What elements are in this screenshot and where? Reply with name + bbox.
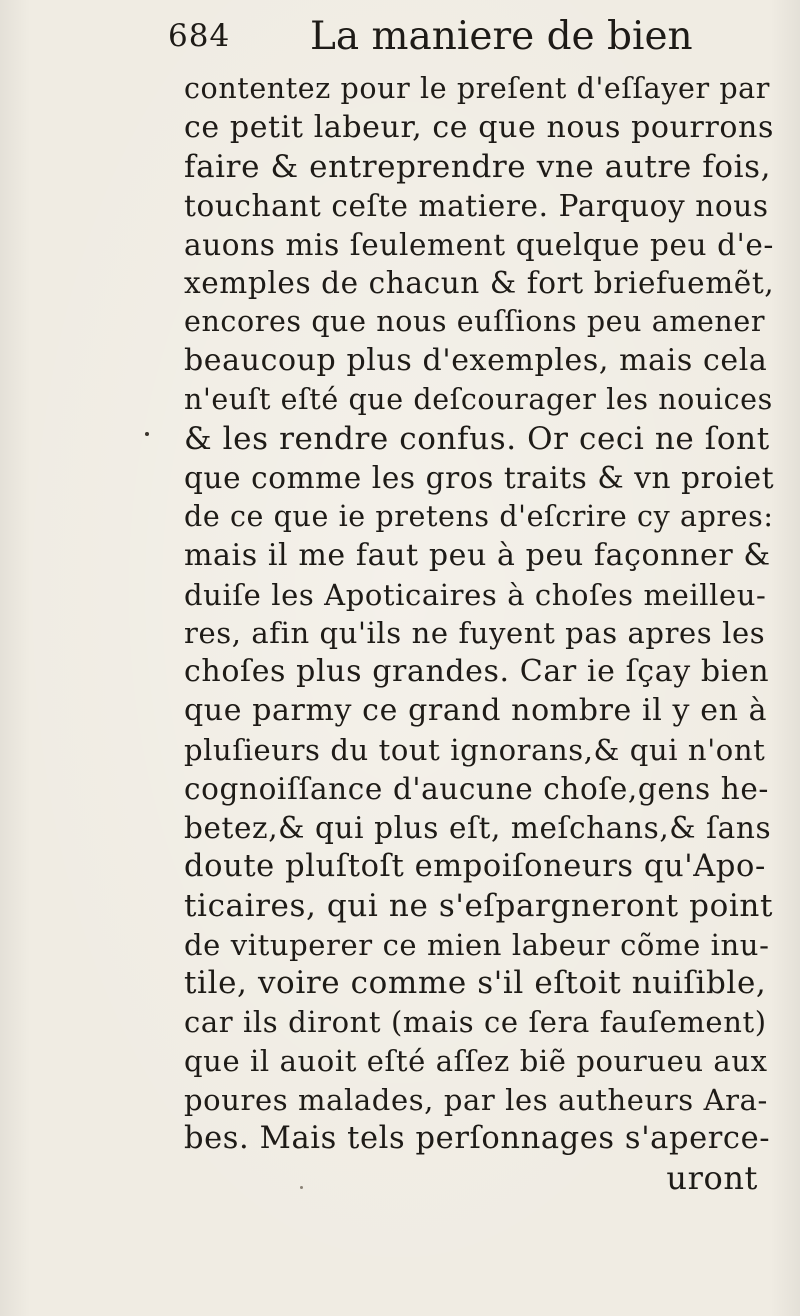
running-title: La maniere de bien: [310, 14, 693, 59]
text-line: encores que nous euſſions peu amener: [184, 305, 766, 339]
page-header: [168, 12, 768, 60]
text-line: choſes plus grandes. Car ie ſçay bien: [184, 654, 770, 690]
text-line: betez,& qui plus eſt, meſchans,& ſans: [184, 810, 772, 845]
text-line: beaucoup plus d'exemples, mais cela: [184, 343, 768, 379]
text-line: que comme les gros traits & vn proiet: [184, 460, 775, 495]
text-line: n'euſt eſté que deſcourager les nouices: [184, 383, 773, 417]
text-line: cognoiſſance d'aucune choſe,gens he-: [184, 772, 769, 807]
text-line: res, afin qu'ils ne fuyent pas apres les: [184, 616, 766, 651]
text-line: & les rendre confus. Or ceci ne ſont: [184, 421, 770, 458]
text-line: ce petit labeur, ce que nous pourrons: [184, 109, 774, 145]
text-line: que il auoit eſté aſſez biẽ pourueu aux: [184, 1044, 768, 1079]
page-number: 684: [168, 18, 231, 54]
text-line: ticaires, qui ne s'eſpargneront point: [184, 887, 774, 924]
text-line: xemples de chacun & fort briefuemẽt,: [184, 266, 775, 301]
text-line: touchant ceſte matiere. Parquoy nous: [184, 188, 769, 223]
text-line: faire & entreprendre vne autre fois,: [184, 148, 772, 185]
text-line: de vituperer ce mien labeur cõme inu-: [184, 927, 770, 962]
text-line: de ce que ie pretens d'eſcrire cy apres:: [184, 499, 774, 533]
margin-mark: [145, 432, 149, 436]
text-line: car ils diront (mais ce ſera fauſement): [184, 1005, 767, 1040]
text-line: duiſe les Apoticaires à choſes meilleu-: [184, 577, 767, 612]
text-line: poures malades, par les autheurs Ara-: [184, 1083, 768, 1118]
body-text: [184, 70, 774, 1198]
text-line: que parmy ce grand nombre il y en à: [184, 693, 768, 729]
text-line: pluſieurs du tout ignorans,& qui n'ont: [184, 733, 766, 768]
catchword: uront: [666, 1158, 758, 1197]
text-line: auons mis ſeulement quelque peu d'e-: [184, 227, 774, 262]
text-line: contentez pour le preſent d'eſſayer par: [184, 72, 770, 105]
text-line: tile, voire comme s'il eſtoit nuiſible,: [184, 965, 767, 1002]
text-line: doute pluſtoſt empoiſoneurs qu'Apo-: [184, 848, 766, 884]
text-line: bes. Mais tels perſonnages s'aperce-: [184, 1121, 771, 1157]
text-line: mais il me faut peu à peu façonner &: [184, 537, 771, 573]
